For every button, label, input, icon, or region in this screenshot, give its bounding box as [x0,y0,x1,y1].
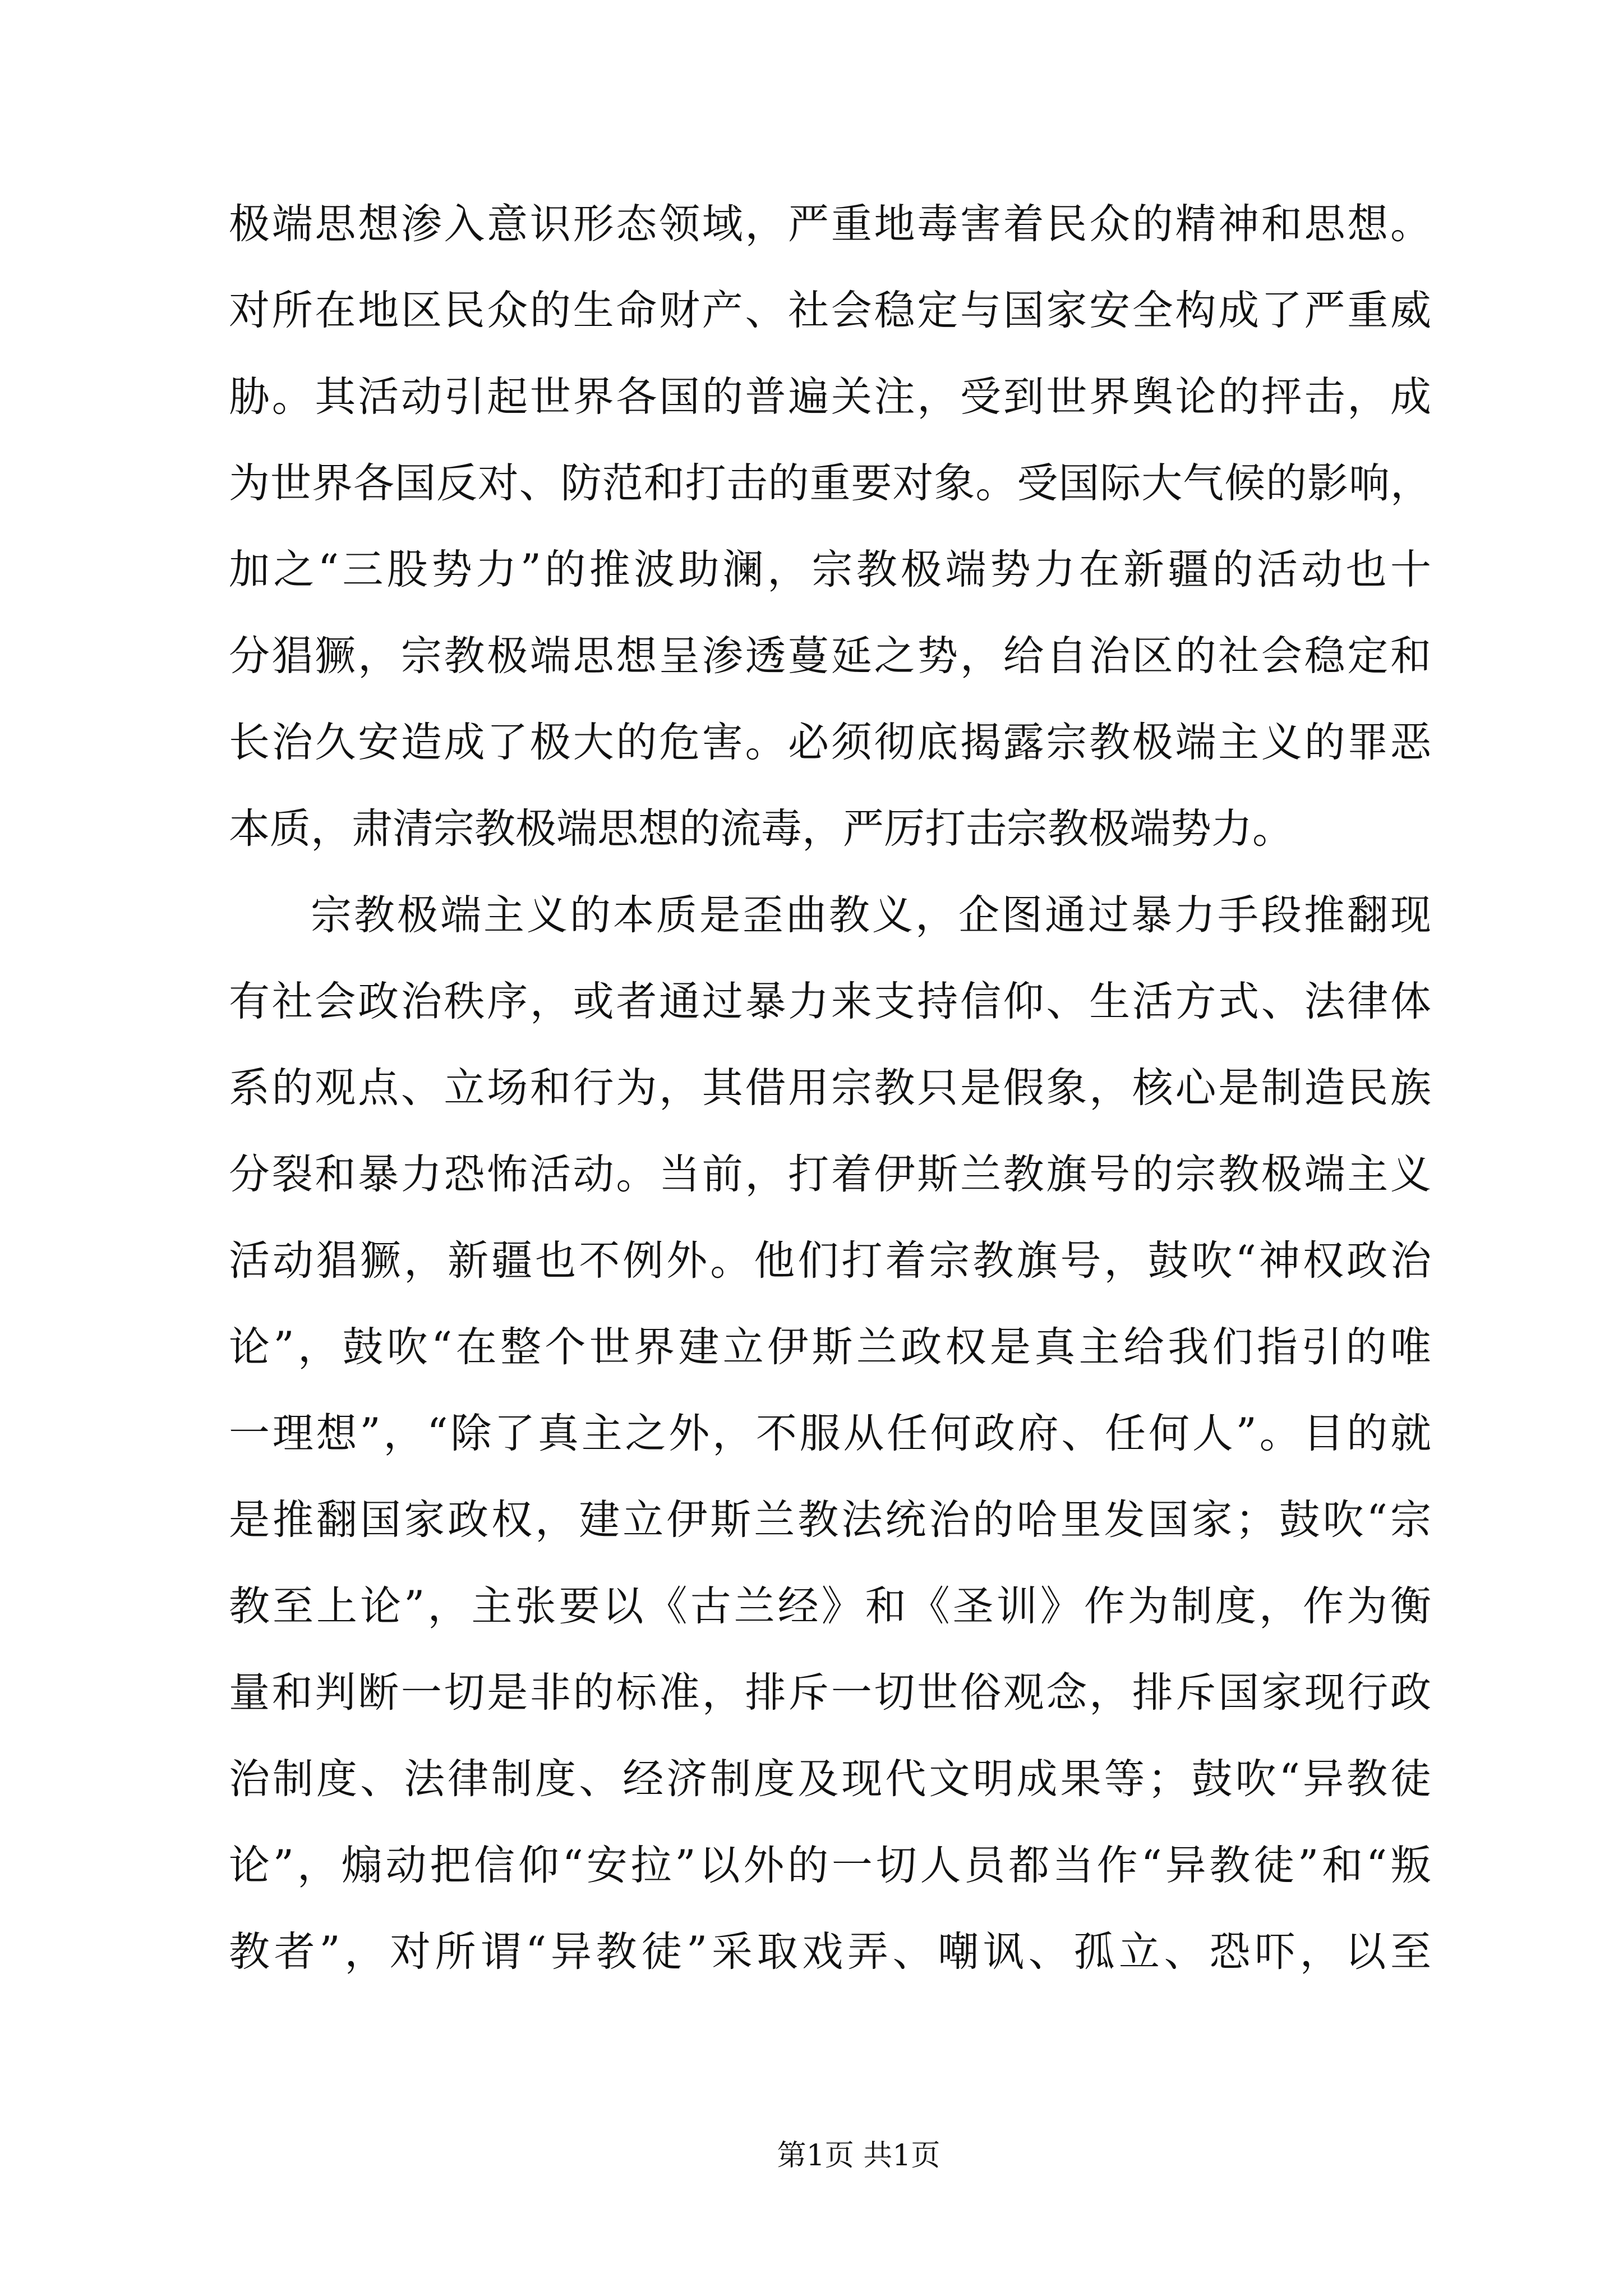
paragraph-line: 长治久安造成了极大的危害。必须彻底揭露宗教极端主义的罪恶 [229,719,1431,766]
paragraph-line: 本质，肃清宗教极端思想的流毒，严厉打击宗教极端势力。 [229,805,1293,853]
paragraph-line: 对所在地区民众的生命财产、社会稳定与国家安全构成了严重威 [229,287,1431,334]
paragraph-line: 教者”，对所谓“异教徒”采取戏弄、嘲讽、孤立、恐吓，以至 [229,1928,1431,1976]
paragraph-line: 加之“三股势力”的推波助澜，宗教极端势力在新疆的活动也十 [229,546,1431,593]
paragraph-line: 为世界各国反对、防范和打击的重要对象。受国际大气候的影响， [229,459,1431,507]
paragraph [229,872,1431,1995]
paragraph-line: 论”，鼓吹“在整个世界建立伊斯兰政权是真主给我们指引的唯 [229,1323,1431,1371]
paragraph-line: 胁。其活动引起世界各国的普遍关注，受到世界舆论的抨击，成 [229,373,1431,421]
paragraph [229,181,1431,872]
body-text [229,181,1431,1995]
paragraph-line: 宗教极端主义的本质是歪曲教义，企图通过暴力手段推翻现 [311,891,1431,939]
paragraph-line: 教至上论”，主张要以《古兰经》和《圣训》作为制度，作为衡 [229,1582,1431,1630]
paragraph-line: 分裂和暴力恐怖活动。当前，打着伊斯兰教旗号的宗教极端主义 [229,1151,1431,1198]
paragraph-line: 量和判断一切是非的标准，排斥一切世俗观念，排斥国家现行政 [229,1669,1431,1717]
paragraph-line: 一理想”，“除了真主之外，不服从任何政府、任何人”。目的就 [229,1410,1431,1457]
paragraph-line: 活动猖獗，新疆也不例外。他们打着宗教旗号，鼓吹“神权政治 [229,1237,1431,1285]
paragraph-line: 是推翻国家政权，建立伊斯兰教法统治的哈里发国家；鼓吹“宗 [229,1496,1431,1544]
page-number-footer: 第1页 共1页 [777,2139,940,2173]
paragraph-line: 极端思想渗入意识形态领域，严重地毒害着民众的精神和思想。 [229,200,1431,248]
paragraph-line: 分猖獗，宗教极端思想呈渗透蔓延之势，给自治区的社会稳定和 [229,632,1431,680]
paragraph-line: 治制度、法律制度、经济制度及现代文明成果等；鼓吹“异教徒 [229,1755,1431,1803]
paragraph-line: 系的观点、立场和行为，其借用宗教只是假象，核心是制造民族 [229,1064,1431,1112]
paragraph-line: 有社会政治秩序，或者通过暴力来支持信仰、生活方式、法律体 [229,978,1431,1025]
paragraph-line: 论”，煽动把信仰“安拉”以外的一切人员都当作“异教徒”和“叛 [229,1842,1431,1889]
